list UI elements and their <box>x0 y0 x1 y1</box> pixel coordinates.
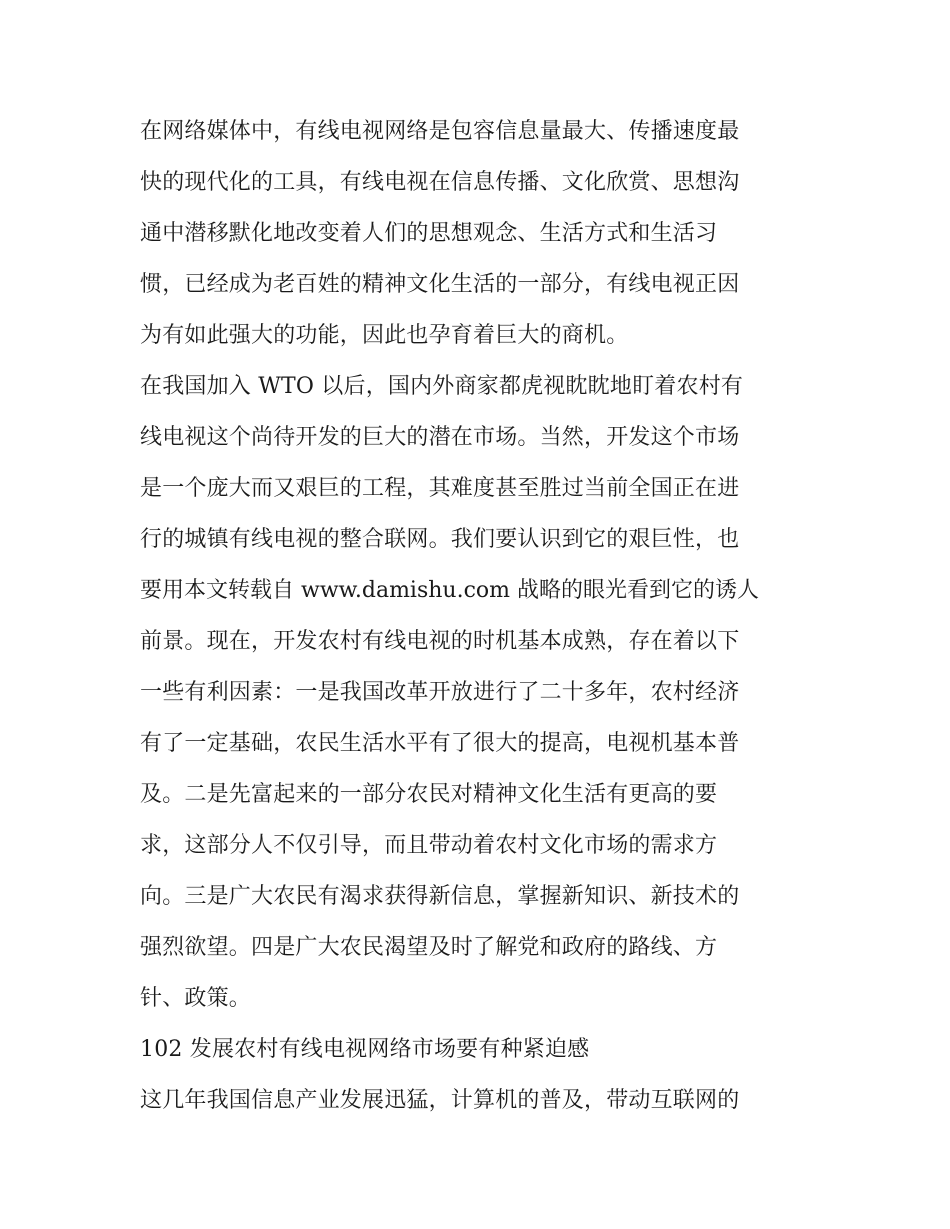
text-line: 线电视这个尚待开发的巨大的潜在市场。当然，开发这个市场 <box>140 425 740 450</box>
text-line: 通中潜移默化地改变着人们的思想观念、生活方式和生活习 <box>140 221 718 246</box>
text-line: 为有如此强大的功能，因此也孕育着巨大的商机。 <box>140 323 629 348</box>
text-line: 前景。现在，开发农村有线电视的时机基本成熟，存在着以下 <box>140 629 740 654</box>
text-line: 快的现代化的工具，有线电视在信息传播、文化欣赏、思想沟 <box>140 170 740 195</box>
text-line: 求，这部分人不仅引导，而且带动着农村文化市场的需求方 <box>140 833 718 858</box>
text-line: 强烈欲望。四是广大农民渴望及时了解党和政府的路线、方 <box>140 935 718 960</box>
text-line: 针、政策。 <box>140 986 252 1011</box>
section-heading: 102 发展农村有线电视网络市场要有种紧迫感 <box>140 1037 590 1062</box>
text-line: 惯，已经成为老百姓的精神文化生活的一部分，有线电视正因 <box>140 272 740 297</box>
text-line: 是一个庞大而又艰巨的工程，其难度甚至胜过当前全国正在进 <box>140 476 740 501</box>
text-line: 一些有利因素：一是我国改革开放进行了二十多年，农村经济 <box>140 680 740 705</box>
text-line: 要用本文转载自 www.damishu.com 战略的眼光看到它的诱人 <box>140 578 760 603</box>
text-line: 在网络媒体中，有线电视网络是包容信息量最大、传播速度最 <box>140 119 740 144</box>
text-line: 向。三是广大农民有渴求获得新信息，掌握新知识、新技术的 <box>140 884 740 909</box>
document-body <box>140 106 812 1126</box>
text-line: 这几年我国信息产业发展迅猛，计算机的普及，带动互联网的 <box>140 1088 740 1113</box>
text-line: 及。二是先富起来的一部分农民对精神文化生活有更高的要 <box>140 782 718 807</box>
text-line: 在我国加入 WTO 以后，国内外商家都虎视眈眈地盯着农村有 <box>140 374 744 399</box>
text-line: 行的城镇有线电视的整合联网。我们要认识到它的艰巨性，也 <box>140 527 740 552</box>
text-line: 有了一定基础，农民生活水平有了很大的提高，电视机基本普 <box>140 731 740 756</box>
